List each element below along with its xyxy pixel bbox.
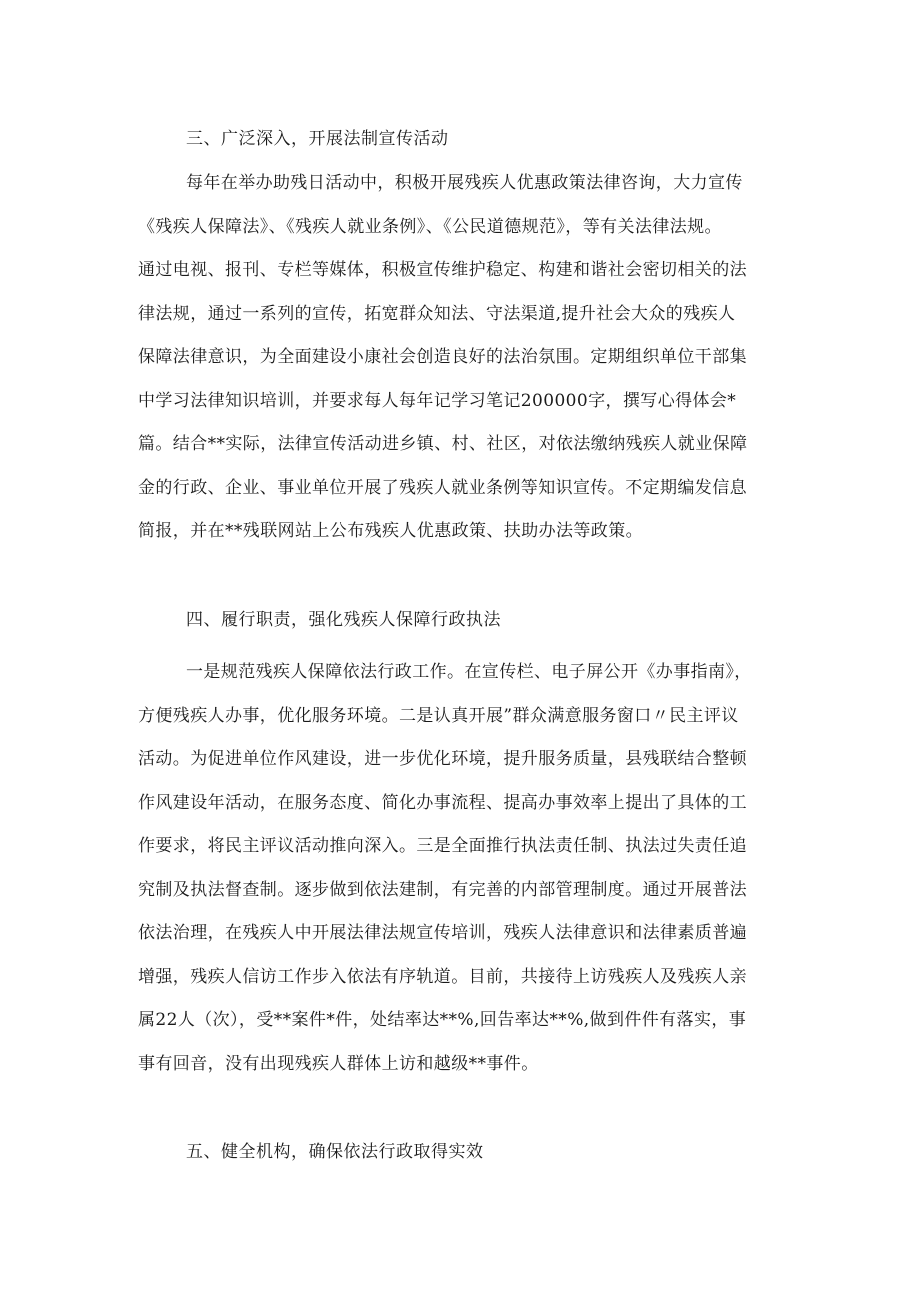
paragraph-line: 活动。为促进单位作风建设，进一步优化环境，提升服务质量，县残联结合整顿 bbox=[138, 749, 747, 769]
paragraph-line: 通过电视、报刊、专栏等媒体，积极宣传维护稳定、构建和谐社会密切相关的法 bbox=[138, 260, 747, 280]
paragraph-line: 事有回音，没有出现残疾人群体上访和越级**事件。 bbox=[138, 1053, 539, 1074]
paragraph-line: 金的行政、企业、事业单位开展了残疾人就业条例等知识宣传。不定期编发信息 bbox=[138, 477, 747, 498]
section-heading-5: 五、健全机构，确保依法行政取得实效 bbox=[186, 1142, 484, 1162]
section-heading-3: 三、广泛深入，开展法制宣传活动 bbox=[186, 129, 449, 149]
paragraph-line: 《残疾人保障法》、《残疾人就业条例》、《公民道德规范》，等有关法律法规。 bbox=[138, 216, 722, 237]
paragraph-line: 究制及执法督查制。逐步做到依法建制，有完善的内部管理制度。通过开展普法 bbox=[138, 879, 747, 900]
paragraph-line: 依法治理，在残疾人中开展法律法规宣传培训，残疾人法律意识和法律素质普遍 bbox=[138, 923, 747, 943]
paragraph-line: 中学习法律知识培训，并要求每人每年记学习笔记200000字，撰写心得体会* bbox=[138, 390, 737, 411]
paragraph-line: 律法规，通过一系列的宣传，拓宽群众知法、守法渠道,提升社会大众的残疾人 bbox=[138, 303, 736, 324]
section-paragraph-3 bbox=[138, 171, 798, 563]
section-heading-4: 四、履行职责，强化残疾人保障行政执法 bbox=[186, 610, 501, 630]
paragraph-line: 属22人（次），受**案件*件，处结率达**%,回告率达**%,做到件件有落实，事 bbox=[138, 1010, 747, 1030]
paragraph-line: 简报，并在**残联网站上公布残疾人优惠政策、扶助办法等政策。 bbox=[138, 521, 643, 541]
paragraph-line: 篇。结合**实际，法律宣传活动进乡镇、村、社区，对依法缴纳残疾人就业保障 bbox=[138, 434, 748, 454]
paragraph-line: 保障法律意识，为全面建设小康社会创造良好的法治氛围。定期组织单位干部集 bbox=[138, 347, 747, 367]
section-paragraph-4 bbox=[138, 660, 798, 1095]
paragraph-line: 作要求，将民主评议活动推向深入。三是全面推行执法责任制、执法过失责任追 bbox=[138, 836, 747, 856]
paragraph-line: 作风建设年活动，在服务态度、简化办事流程、提高办事效率上提出了具体的工 bbox=[138, 792, 747, 813]
paragraph-line: 每年在举办助残日活动中，积极开展残疾人优惠政策法律咨询，大力宣传 bbox=[186, 173, 743, 193]
paragraph-line: 增强，残疾人信访工作步入依法有序轨道。目前，共接待上访残疾人及残疾人亲 bbox=[138, 966, 747, 987]
paragraph-line: 一是规范残疾人保障依法行政工作。在宣传栏、电子屏公开《办事指南》， bbox=[186, 662, 752, 682]
paragraph-line: 方便残疾人办事，优化服务环境。二是认真开展”群众满意服务窗口〃民主评议 bbox=[138, 705, 739, 726]
